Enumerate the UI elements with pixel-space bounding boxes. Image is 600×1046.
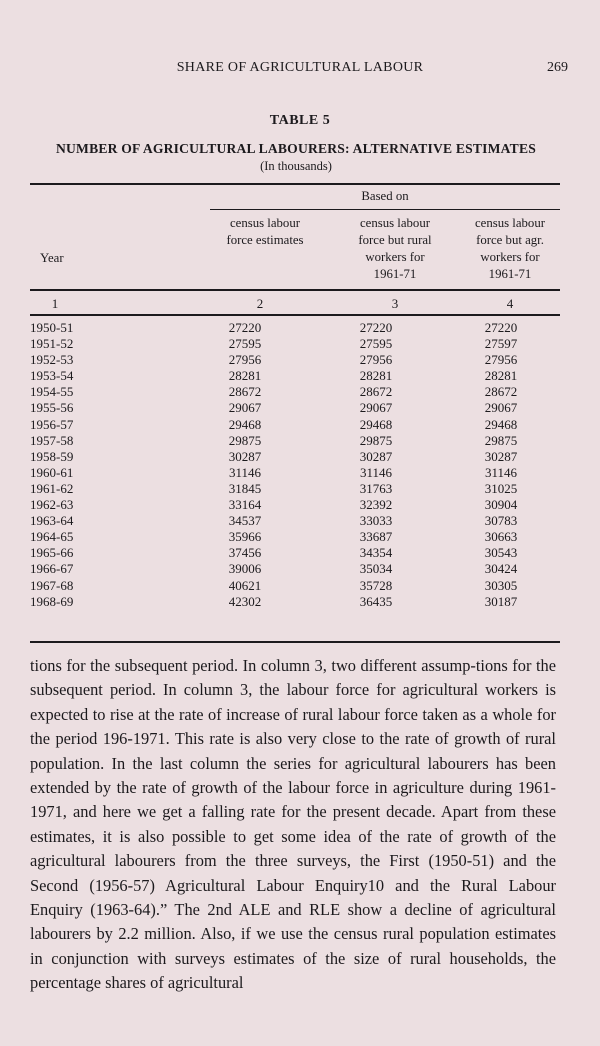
- year-cell: 1953-54: [30, 368, 74, 384]
- year-cell: 1957-58: [30, 432, 74, 448]
- col3-header-line: force but rural: [358, 233, 432, 247]
- table-body: [30, 320, 560, 610]
- year-cell: 1960-61: [30, 464, 74, 480]
- table-row: [30, 320, 560, 336]
- col2-cell: 40621: [228, 577, 262, 593]
- col4-header: [460, 215, 560, 283]
- col3-cell: 28281: [359, 368, 393, 384]
- year-header: Year: [40, 251, 64, 265]
- col4-cell: 27597: [484, 336, 518, 352]
- col4-cell: 30783: [484, 513, 518, 529]
- col2-cell: 31146: [228, 464, 262, 480]
- col3-cell: 27956: [359, 352, 393, 368]
- table-label: TABLE 5: [269, 113, 331, 128]
- col3-cell: 33687: [359, 529, 393, 545]
- header-bottom-rule: [30, 289, 560, 291]
- col3-cell: 32392: [359, 497, 393, 513]
- column-number-rule: [30, 314, 560, 316]
- col3-header-line: 1961-71: [373, 267, 417, 281]
- col3-cell: 29468: [359, 416, 393, 432]
- col3-cell: 31146: [359, 464, 393, 480]
- col3-cell: 27220: [359, 320, 393, 335]
- col2-cell: 28672: [228, 384, 262, 400]
- year-cell: 1963-64: [30, 513, 74, 529]
- table-row: [30, 449, 560, 465]
- col4-cell: 29067: [484, 400, 518, 416]
- col2-cell: 27595: [228, 336, 262, 352]
- year-cell: 1954-55: [30, 384, 74, 400]
- col4-cell: 30904: [484, 497, 518, 513]
- col3-cell: 34354: [359, 545, 393, 561]
- year-cell: 1950-51: [30, 320, 74, 335]
- year-cell: 1961-62: [30, 480, 74, 496]
- col4-cell: 30663: [484, 529, 518, 545]
- year-cell: 1956-57: [30, 416, 74, 432]
- table-title: NUMBER OF AGRICULTURAL LABOURERS: ALTERNATIVE ESTIMATES: [56, 141, 536, 156]
- year-cell: 1952-53: [30, 352, 74, 368]
- table-row: [30, 545, 560, 561]
- table-row: [30, 368, 560, 384]
- col4-cell: 30305: [484, 577, 518, 593]
- col3-cell: 35034: [359, 561, 393, 577]
- year-cell: 1955-56: [30, 400, 74, 416]
- table-row: [30, 497, 560, 513]
- data-table: [30, 320, 560, 610]
- col2-cell: 27956: [228, 352, 262, 368]
- year-cell: 1967-68: [30, 577, 74, 593]
- col3-cell: 31763: [359, 480, 393, 496]
- table-row: [30, 529, 560, 545]
- table-row: [30, 561, 560, 577]
- table-row: [30, 481, 560, 497]
- col2-cell: 28281: [228, 368, 262, 384]
- col2-cell: 33164: [228, 497, 262, 513]
- spanner-header: Based on: [361, 189, 409, 203]
- body-text: [30, 654, 556, 996]
- column-number: 3: [391, 296, 399, 311]
- col2-header-line: force estimates: [226, 233, 304, 247]
- year-cell: 1958-59: [30, 448, 74, 464]
- col2-cell: 30287: [228, 448, 262, 464]
- col2-cell: 42302: [228, 593, 262, 609]
- year-cell: 1964-65: [30, 529, 74, 545]
- col4-cell: 30424: [484, 561, 518, 577]
- body-paragraph: tions for the subsequent period. In column 3, two different assump-tions for the subsequent period. In column 3, the labour force for agricultural workers is expected to rise at the rate of increase of rural labour force taken as a whole for the period 196-1971. This rate is also very close to the rate of growth of rural population. In the last column the series for agricultural labourers has been extended by the rate of growth of the labour force in agriculture during 1961-1971, and here we get a falling rate for the present decade. Apart from these estimates, it is also possible to get some idea of the rate of growth of the agricultural labourers from the three surveys, the First (1950-51) and the Second (1956-57) Agricultural Labour Enquiry10 and the Rural Labour Enquiry (1963-64).” The 2nd ALE and RLE show a decline of agricultural labourers by 2.2 million. Also, if we use the census rural population estimates in conjunction with surveys estimates of the size of rural households, the percentage shares of agricultural: [30, 656, 556, 993]
- col4-cell: 31025: [484, 480, 518, 496]
- col4-header-line: census labour: [474, 216, 545, 230]
- running-head: SHARE OF AGRICULTURAL LABOUR: [176, 60, 424, 75]
- col4-cell: 28672: [484, 384, 518, 400]
- col4-header-line: force but agr.: [476, 233, 544, 247]
- col2-header: [210, 215, 320, 249]
- col4-cell: 27220: [484, 320, 518, 335]
- spanner-rule: [210, 209, 560, 210]
- col2-cell: 35966: [228, 529, 262, 545]
- column-number: 4: [506, 296, 514, 311]
- col2-cell: 29067: [228, 400, 262, 416]
- col4-header-line: workers for: [480, 250, 540, 264]
- col2-cell: 34537: [228, 513, 262, 529]
- col4-cell: 30287: [484, 448, 518, 464]
- table-row: [30, 384, 560, 400]
- col2-cell: 39006: [228, 561, 262, 577]
- table-row: [30, 400, 560, 416]
- col4-cell: 29468: [484, 416, 518, 432]
- col2-cell: 31845: [228, 480, 262, 496]
- col4-cell: 27956: [484, 352, 518, 368]
- col4-cell: 28281: [484, 368, 518, 384]
- col2-cell: 37456: [228, 545, 262, 561]
- table-top-rule: [30, 183, 560, 185]
- column-number: 2: [256, 296, 264, 311]
- col3-cell: 35728: [359, 577, 393, 593]
- year-cell: 1965-66: [30, 545, 74, 561]
- table-row: [30, 465, 560, 481]
- table-row: [30, 513, 560, 529]
- table-row: [30, 336, 560, 352]
- table-row: [30, 417, 560, 433]
- col4-header-line: 1961-71: [488, 267, 532, 281]
- year-cell: 1966-67: [30, 561, 74, 577]
- col2-cell: 27220: [228, 320, 262, 335]
- page-number: 269: [547, 60, 568, 75]
- column-number: 1: [51, 296, 59, 311]
- col2-header-line: census labour: [229, 216, 300, 230]
- table-row: [30, 352, 560, 368]
- col3-cell: 29875: [359, 432, 393, 448]
- col3-header-line: census labour: [359, 216, 430, 230]
- col4-cell: 29875: [484, 432, 518, 448]
- col3-cell: 30287: [359, 448, 393, 464]
- col4-cell: 31146: [484, 464, 518, 480]
- col3-cell: 27595: [359, 336, 393, 352]
- col3-cell: 29067: [359, 400, 393, 416]
- table-row: [30, 433, 560, 449]
- col2-cell: 29875: [228, 432, 262, 448]
- col3-cell: 36435: [359, 593, 393, 609]
- col3-cell: 33033: [359, 513, 393, 529]
- table-subtitle: (In thousands): [260, 159, 332, 173]
- col3-cell: 28672: [359, 384, 393, 400]
- col4-cell: 30543: [484, 545, 518, 561]
- table-row: [30, 594, 560, 610]
- col4-cell: 30187: [484, 593, 518, 609]
- col3-header-line: workers for: [365, 250, 425, 264]
- col2-cell: 29468: [228, 416, 262, 432]
- year-cell: 1951-52: [30, 336, 74, 352]
- year-cell: 1962-63: [30, 497, 74, 513]
- table-row: [30, 578, 560, 594]
- col3-header: [340, 215, 450, 283]
- table-bottom-rule: [30, 641, 560, 643]
- year-cell: 1968-69: [30, 593, 74, 609]
